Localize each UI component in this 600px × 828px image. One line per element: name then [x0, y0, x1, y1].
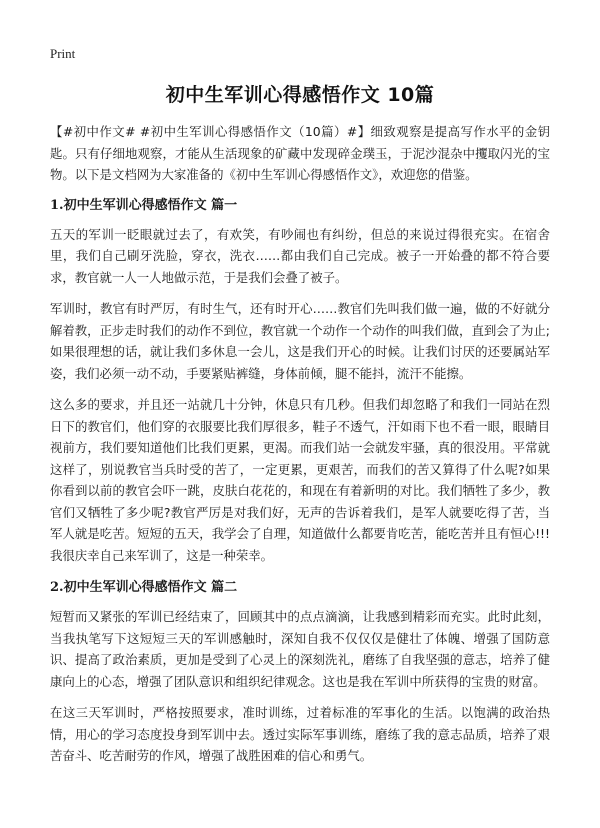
section-2-paragraph-1: 短暂而又紧张的军训已经结束了，回顾其中的点点滴滴，让我感到精彩而充实。此时此刻，当我执笔写下这短短三天的军训感触时，深知自我不仅仅仅是健壮了体魄、增强了国防意识、提高了政治素质，更加是受到了心灵上的深刻洗礼，磨练了自我坚强的意志，培养了健康向上的心态，增强了团队意识和组织纪律观念。这也是我在军训中所获得的宝贵的财富。	[50, 609, 550, 689]
intro-paragraph: 【#初中作文# #初中生军训心得感悟作文（10篇）#】细致观察是提高写作水平的金钥匙。只有仔细地观察，才能从生活现象的矿藏中发现碎金璞玉，于泥沙混杂中攫取闪光的宝物。以下是文档网为大家准备的《初中生军训心得感悟作文》，欢迎您的借鉴。	[50, 124, 550, 182]
section-2-paragraph-2: 在这三天军训时，严格按照要求，准时训练，过着标准的军事化的生活。以饱满的政治热情，用心的学习态度投身到军训中去。透过实际军事训练，磨练了我的意志品质，培养了艰苦奋斗、吃苦耐劳的作风，增强了战胜困难的信心和勇气。	[50, 705, 550, 763]
document-body	[50, 121, 550, 777]
section-1-paragraph-3: 这么多的要求，并且还一站就几十分钟，休息只有几秒。但我们却忽略了和我们一同站在烈日下的教官们，他们穿的衣服要比我们厚很多，鞋子不透气，汗如雨下也不看一眼，眼睛目视前方，我们要知道他们比我们更累，更渴。而我们站一会就发牢骚，真的很没用。平常就这样了，别说教官当兵时受的苦了，一定更累，更艰苦，而我们的苦又算得了什么呢?如果你看到以前的教官会吓一跳，皮肤白花花的，和现在有着新明的对比。我们牺牲了多少，教官们又牺牲了多少呢?教官严厉是对我们好，无声的告诉着我们，是军人就要吃得了苦，当军人就是吃苦。短短的五天，我学会了自理，知道做什么都要肯吃苦，能吃苦并且有恒心!!!我很庆幸自己来军训了，这是一种荣幸。	[50, 397, 550, 563]
document-title: 初中生军训心得感悟作文 10篇	[165, 84, 435, 106]
section-1-paragraph-1: 五天的军训一眨眼就过去了，有欢笑，有吵闹也有纠纷，但总的来说过得很充实。在宿舍里，我们自己刷牙洗脸，穿衣，洗衣……都由我们自己完成。被子一开始叠的都不符合要求，教官就一人一人地做示范，于是我们会叠了被子。	[50, 226, 550, 285]
print-label: Print	[50, 46, 76, 61]
section-heading-1: 1.初中生军训心得感悟作文 篇一	[50, 197, 238, 213]
section-heading-2: 2.初中生军训心得感悟作文 篇二	[50, 580, 238, 595]
section-1-paragraph-2: 军训时，教官有时严厉，有时生气，还有时开心……教官们先叫我们做一遍，做的不好就分解着教，正步走时我们的动作不到位，教官就一个动作一个动作的叫我们做，直到会了为止;如果很理想的话，就让我们多休息一会儿，这是我们开心的时候。让我们讨厌的还要属站军姿，我们必须一动不动，手要紧贴裤缝，身体前倾，腿不能抖，流汗不能擦。	[50, 301, 550, 381]
